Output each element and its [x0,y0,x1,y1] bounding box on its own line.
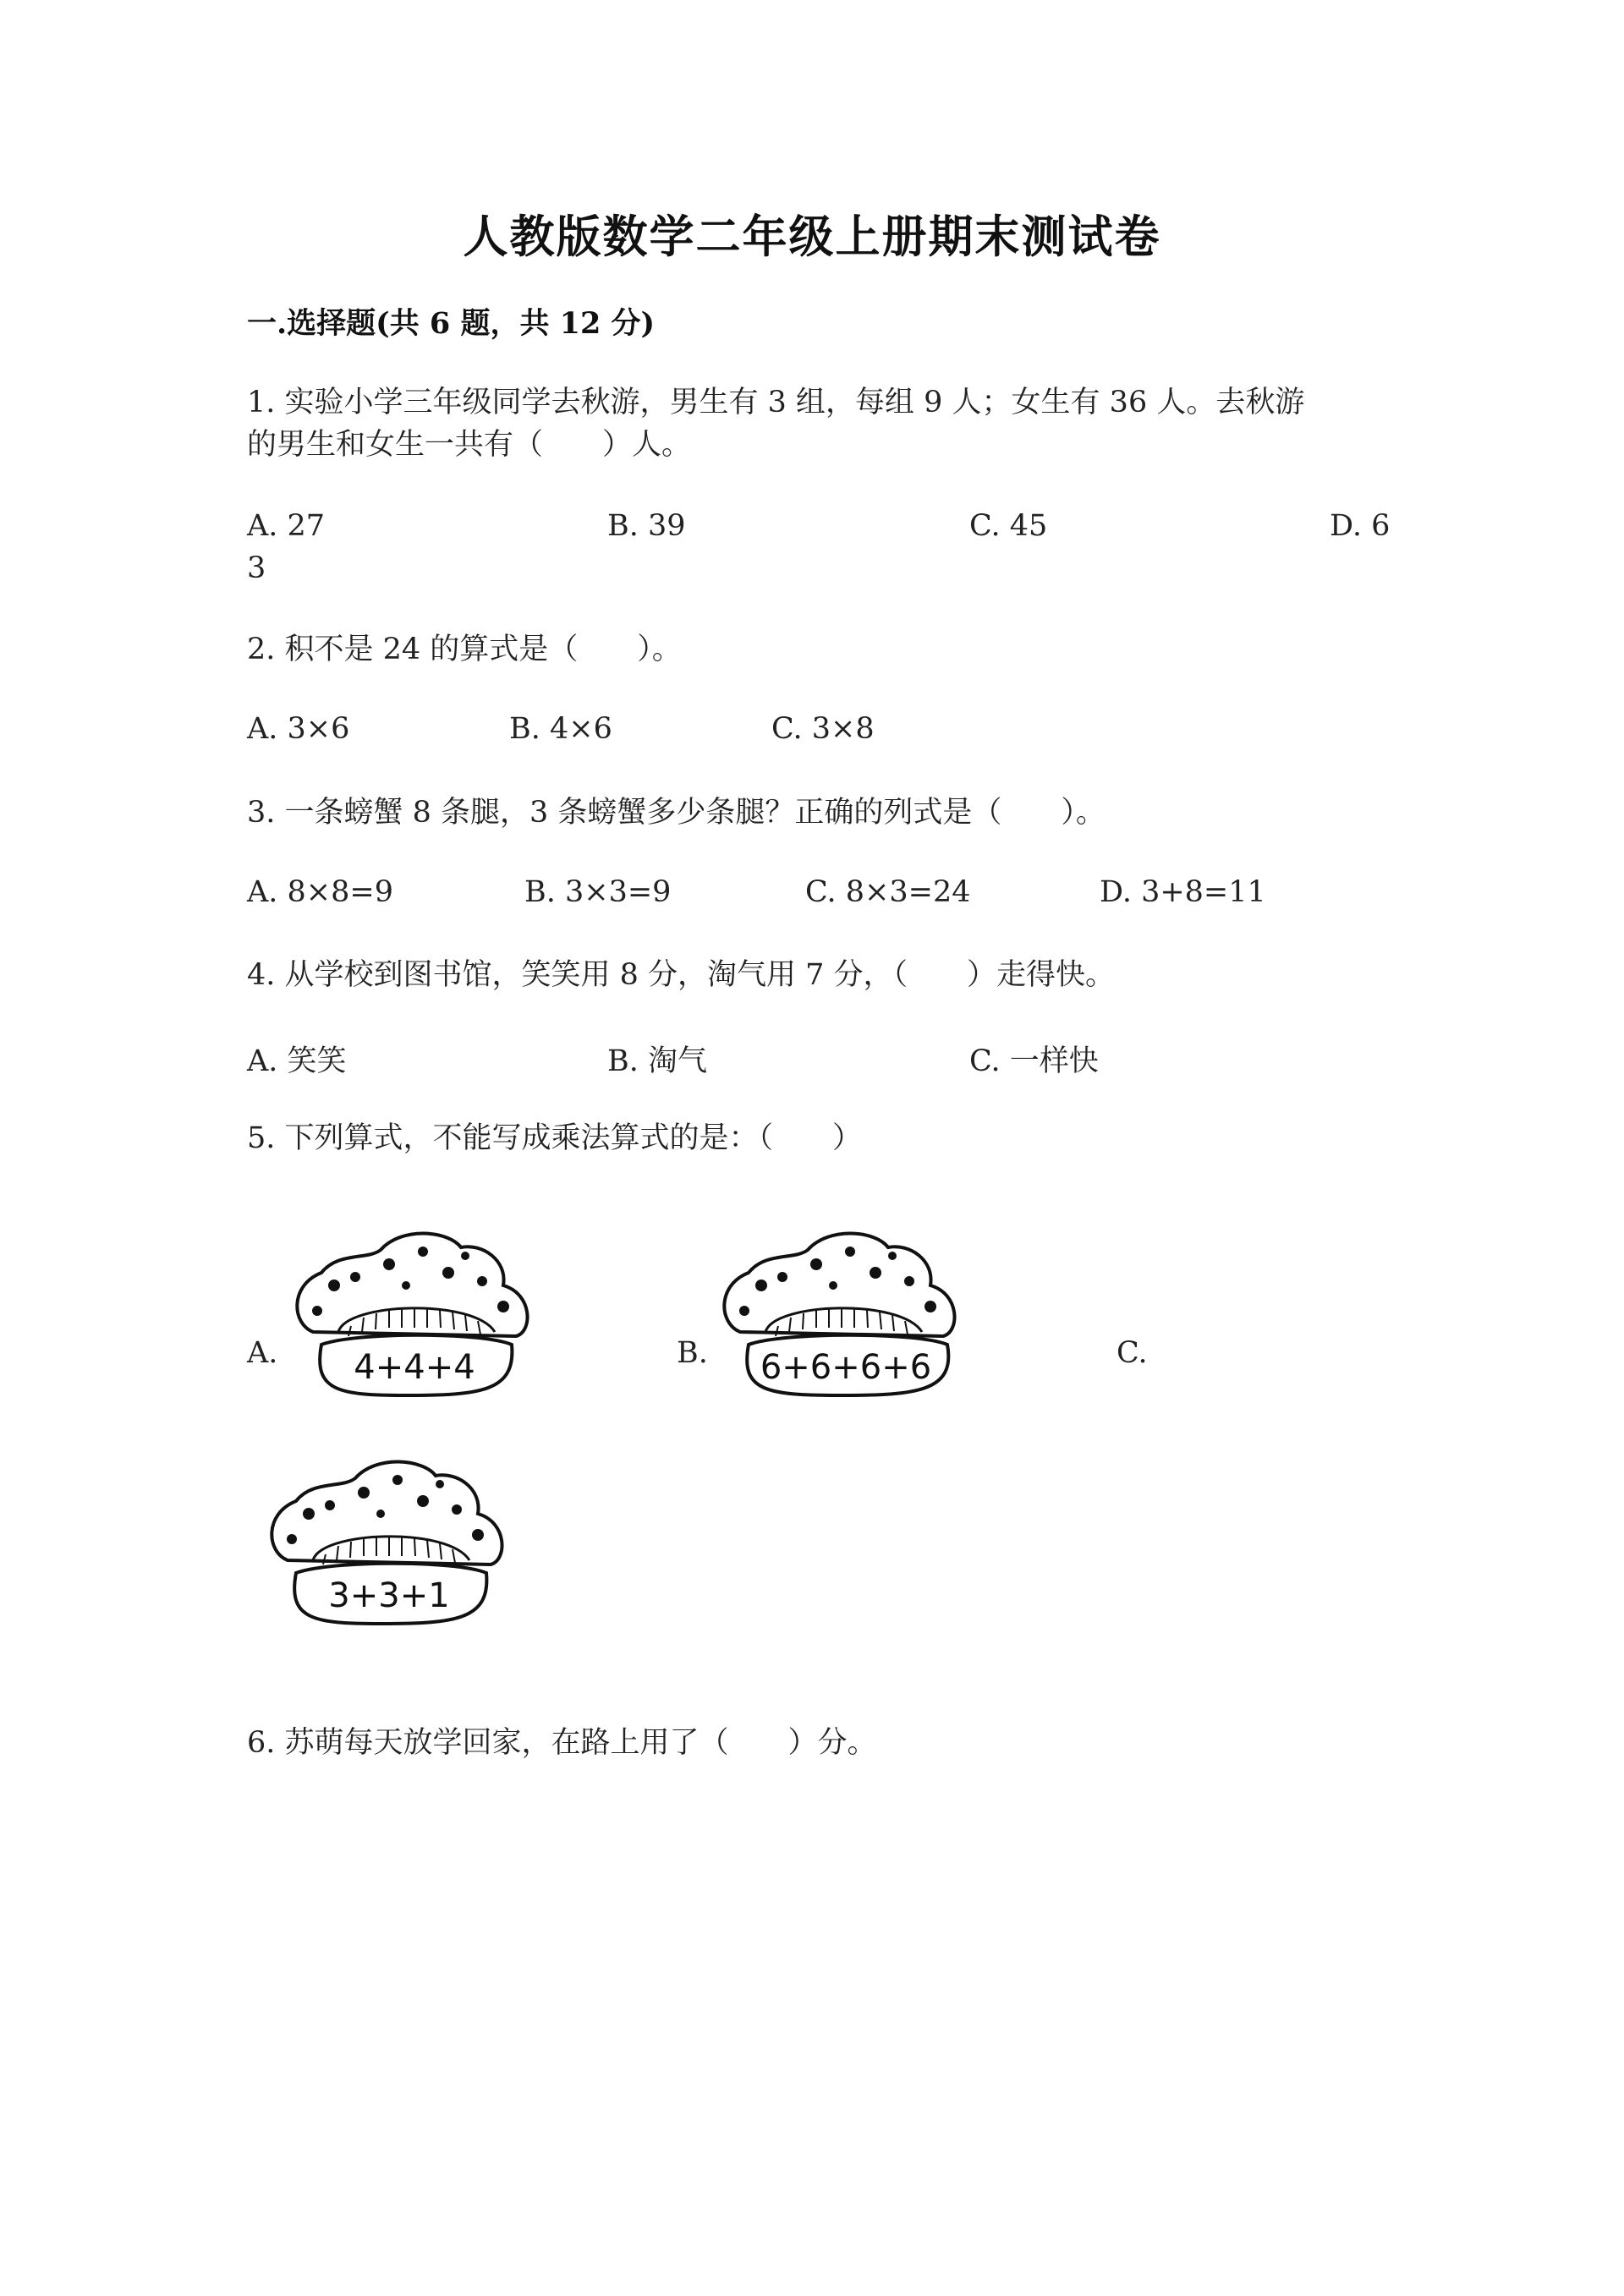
question-4-option-b: B. 淘气 [607,1044,707,1078]
question-2: 2. 积不是 24 的算式是（ ）。 [247,633,682,666]
question-1-line-1: 1. 实验小学三年级同学去秋游，男生有 3 组，每组 9 人；女生有 36 人。去秋游 [247,386,1305,419]
question-1-option-c: C. 45 [969,509,1048,543]
question-1-option-a: A. 27 [247,509,326,543]
question-5-option-a: A. [247,1336,278,1370]
question-5-option-c: C. [1116,1336,1148,1370]
question-3: 3. 一条螃蟹 8 条腿，3 条螃蟹多少条腿？正确的列式是（ ）。 [247,796,1106,830]
question-4-option-c: C. 一样快 [969,1044,1099,1078]
question-3-option-c: C. 8×3=24 [805,875,971,909]
mushroom-b-label: 6+6+6+6 [760,1348,932,1387]
page-title: 人教版数学二年级上册期末测试卷 [463,211,1161,263]
mushroom-c-label: 3+3+1 [328,1576,450,1615]
question-5: 5. 下列算式，不能写成乘法算式的是：（ ） [247,1121,863,1155]
question-2-option-b: B. 4×6 [509,712,612,746]
question-2-option-a: A. 3×6 [247,712,350,746]
mushroom-a-illustration [288,1226,541,1404]
section-heading: 一.选择题(共 6 题，共 12 分) [247,306,656,341]
mushroom-c-illustration [262,1455,516,1632]
question-5-option-b: B. [677,1336,708,1370]
question-1-option-d-wrap: 3 [247,551,266,585]
question-3-option-a: A. 8×8=9 [247,875,393,909]
question-3-option-d: D. 3+8=11 [1100,875,1266,909]
mushroom-b-illustration [715,1226,977,1404]
question-2-option-c: C. 3×8 [771,712,875,746]
question-4-option-a: A. 笑笑 [247,1044,347,1078]
mushroom-a-label: 4+4+4 [354,1348,475,1387]
question-6: 6. 苏萌每天放学回家，在路上用了（ ）分。 [247,1726,877,1760]
question-1-option-d: D. 6 [1330,509,1391,543]
question-4: 4. 从学校到图书馆，笑笑用 8 分，淘气用 7 分，（ ）走得快。 [247,958,1116,992]
question-1-line-2: 的男生和女生一共有（ ）人。 [247,428,692,462]
question-1-option-b: B. 39 [607,509,686,543]
question-3-option-b: B. 3×3=9 [524,875,672,909]
